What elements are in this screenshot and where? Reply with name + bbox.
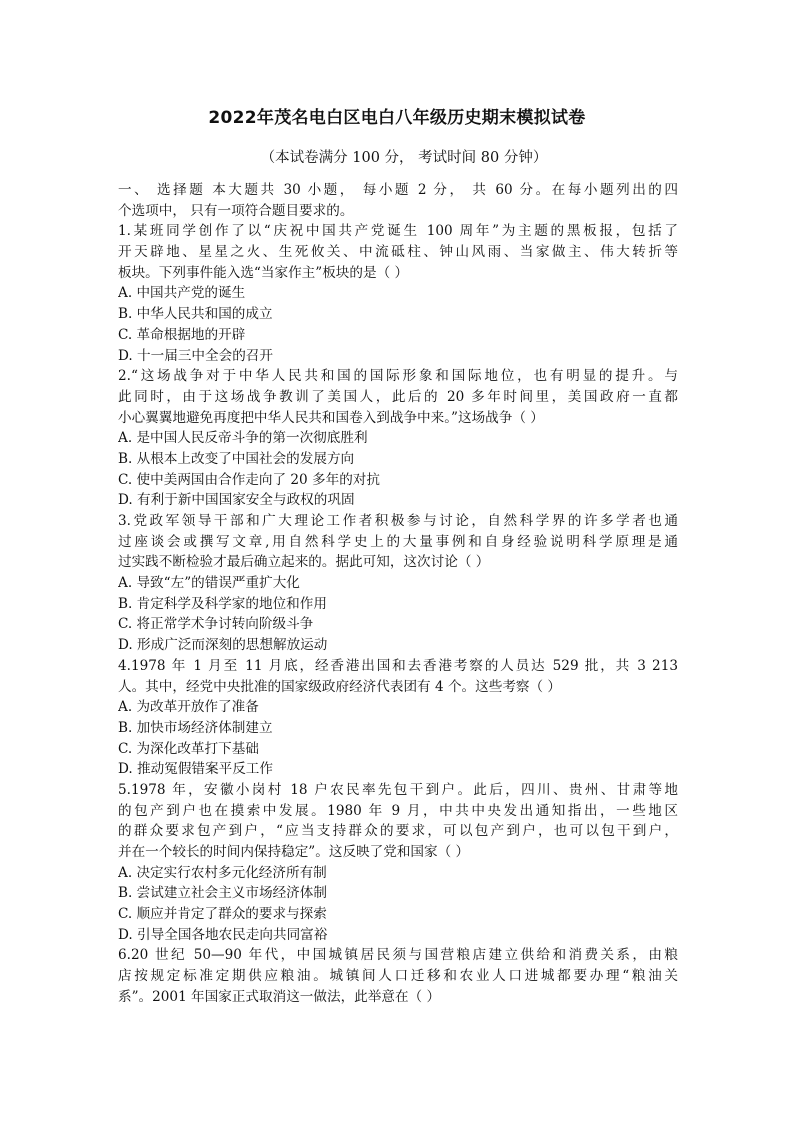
question-stem-line: 板块。下列事件能入选“当家作主”板块的是（ ） (118, 264, 409, 281)
question-stem-line: 5.1978 年，安徽小岗村 18 户农民率先包干到户。此后，四川、贵州、甘肃等地 (118, 781, 678, 798)
option-d: D. 十一届三中全会的召开 (118, 347, 273, 364)
section-instructions (118, 180, 678, 221)
question-stem-line: 开天辟地、星星之火、生死攸关、中流砥柱、钟山风雨、当家做主、伟大转折等 (118, 244, 678, 261)
option-a: A. 是中国人民反帝斗争的第一次彻底胜利 (118, 430, 368, 447)
option-a: A. 中国共产党的诞生 (118, 285, 246, 302)
option-b: B. 中华人民共和国的成立 (118, 306, 273, 323)
question-stem-line: 并在一个较长的时间内保持稳定”。这反映了党和国家（ ） (118, 844, 470, 860)
question-stem-line: 系”。2001 年国家正式取消这一做法，此举意在（ ） (118, 988, 441, 1005)
question-stem-line: 店按规定标准定期供应粮油。城镇间人口迁移和农业人口进城都要办理“粮油关 (118, 968, 678, 985)
option-a: A. 决定实行农村多元化经济所有制 (118, 864, 327, 881)
question-stem-line: 小心翼翼地避免再度把中华人民共和国卷入到战争中来。”这场战争（ ） (118, 409, 544, 426)
question-stem-line: 人。其中，经党中央批准的国家级政府经济代表团有 4 个。这些考察（ ） (118, 678, 562, 695)
question-stem-line: 此同时，由于这场战争教训了美国人，此后的 20 多年时间里，美国政府一直都 (118, 388, 678, 405)
question-6 (118, 945, 678, 1007)
question-4 (118, 656, 678, 780)
exam-body (118, 180, 678, 1008)
question-stem-line: 2.“这场战争对于中华人民共和国的国际形象和国际地位，也有明显的提升。与 (118, 368, 678, 385)
option-a: A. 导致“左”的错误严重扩大化 (118, 575, 300, 592)
option-d: D. 引导全国各地农民走向共同富裕 (118, 926, 328, 943)
question-5 (118, 780, 678, 946)
option-b: B. 从根本上改变了中国社会的发展方向 (118, 450, 355, 467)
option-c: C. 使中美两国由合作走向了 20 多年的对抗 (118, 471, 380, 488)
exam-info: （本试卷满分 100 分， 考试时间 80 分钟） (260, 150, 548, 166)
question-stem-line: 1.某班同学创作了以“庆祝中国共产党诞生 100 周年”为主题的黑板报，包括了 (118, 223, 678, 240)
question-stem-line: 的包产到户也在摸索中发展。1980 年 9 月，中共中央发出通知指出，一些地区 (118, 802, 678, 819)
option-b: B. 加快市场经济体制建立 (118, 719, 273, 736)
option-c: C. 革命根据地的开辟 (118, 326, 246, 343)
option-b: B. 尝试建立社会主义市场经济体制 (118, 885, 327, 902)
section-line: 个选项中， 只有一项符合题目要求的。 (118, 202, 354, 219)
question-stem-line: 3.党政军领导干部和广大理论工作者积极参与讨论，自然科学界的许多学者也通 (118, 513, 678, 529)
question-stem-line: 的群众要求包产到户，“应当支持群众的要求，可以包产到户，也可以包干到户， (118, 823, 678, 840)
question-stem-line: 6.20 世纪 50—90 年代，中国城镇居民须与国营粮店建立供给和消费关系，由粮 (118, 947, 678, 964)
option-c: C. 为深化改革打下基础 (118, 740, 259, 757)
option-d: D. 推动冤假错案平反工作 (118, 761, 273, 778)
option-d: D. 形成广泛而深刻的思想解放运动 (118, 637, 328, 654)
question-stem-line: 过座谈会或撰写文章,用自然科学史上的大量事例和自身经验说明科学原理是通 (118, 533, 678, 550)
option-d: D. 有利于新中国国家安全与政权的巩固 (118, 492, 355, 509)
question-3 (118, 511, 678, 656)
page-title: 2022年茂名电白区电白八年级历史期末模拟试卷 (208, 108, 586, 128)
option-c: C. 顺应并肯定了群众的要求与探索 (118, 906, 327, 923)
question-stem-line: 过实践不断检验才最后确立起来的。据此可知，这次讨论（ ） (118, 554, 490, 571)
option-b: B. 肯定科学及科学家的地位和作用 (118, 595, 327, 612)
option-c: C. 将正常学术争讨转向阶级斗争 (118, 616, 314, 633)
option-a: A. 为改革开放作了准备 (118, 699, 259, 716)
question-stem-line: 4.1978 年 1 月至 11 月底，经香港出国和去香港考察的人员达 529 批，共 3 213 (118, 657, 678, 674)
section-line: 一、 选择题 本大题共 30 小题， 每小题 2 分， 共 60 分。在每小题列出的四 (118, 182, 678, 198)
question-2 (118, 366, 678, 511)
question-1 (118, 221, 678, 366)
